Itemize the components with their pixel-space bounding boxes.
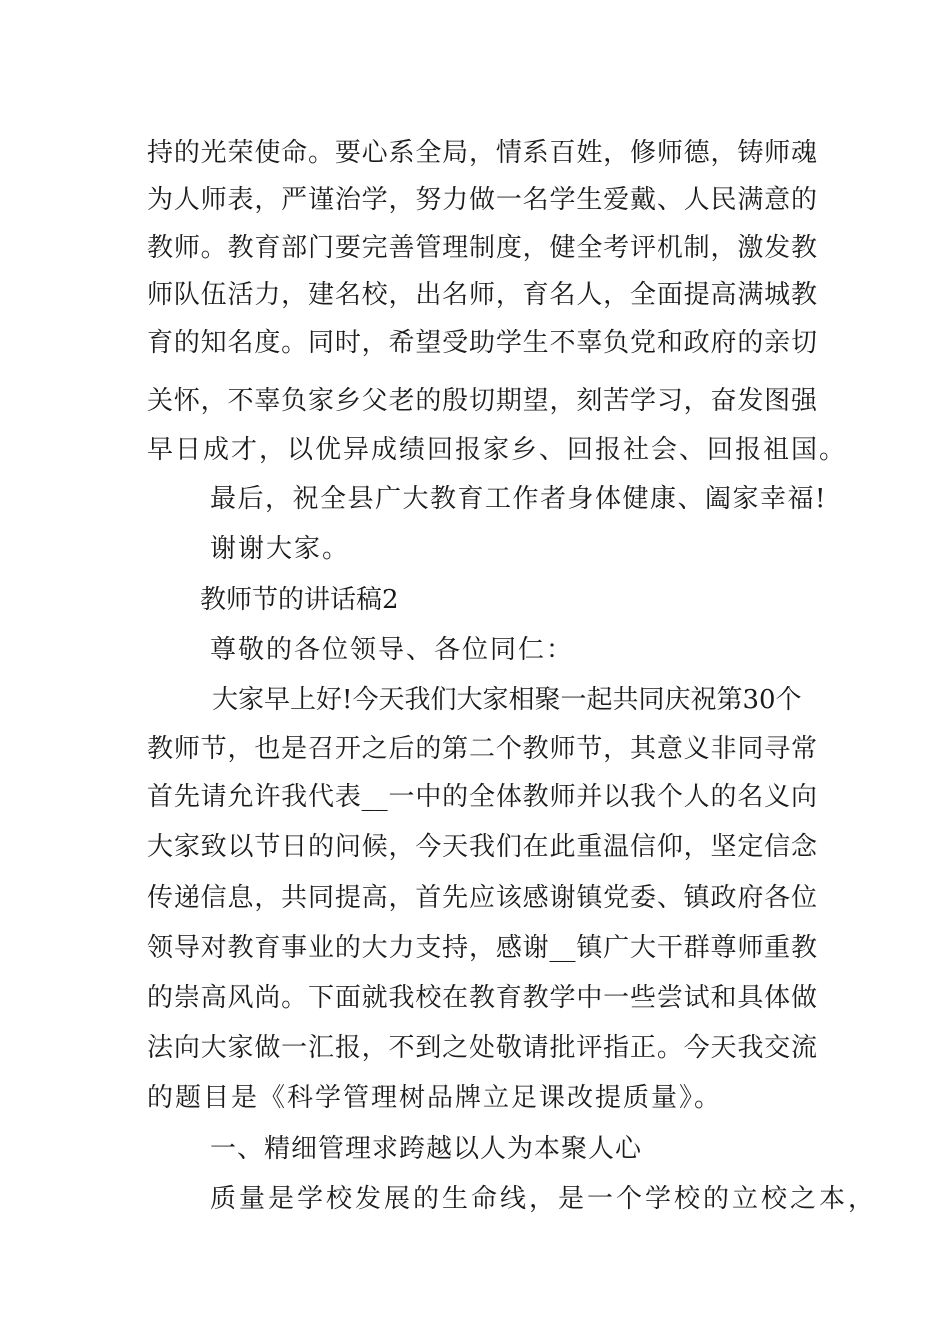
section-heading: 一、精细管理求跨越以人为本聚人心: [210, 1134, 643, 1164]
body-text-line: 师队伍活力，建名校，出名师，育名人，全面提高满城教: [147, 280, 817, 310]
body-text-line: 质量是学校发展的生命线，是一个学校的立校之本，: [210, 1184, 878, 1214]
body-text-line: 首先请允许我代表__一中的全体教师并以我个人的名义向: [147, 782, 817, 812]
body-text-line: 早日成才，以优异成绩回报家乡、回报社会、回报祖国。: [147, 435, 848, 465]
body-text-line: 育的知名度。同时，希望受助学生不辜负党和政府的亲切: [147, 328, 817, 358]
body-text-line: 持的光荣使命。要心系全局，情系百姓，修师德，铸师魂: [147, 138, 817, 168]
body-text-line: 的崇高风尚。下面就我校在教育教学中一些尝试和具体做: [147, 983, 817, 1013]
body-text-line: 的题目是《科学管理树品牌立足课改提质量》。: [147, 1083, 723, 1113]
closing-wish-line: 最后，祝全县广大教育工作者身体健康、阖家幸福!: [210, 484, 827, 514]
body-text-line: 大家早上好!今天我们大家相聚一起共同庆祝第30个: [212, 685, 802, 715]
body-text-line: 大家致以节日的问候，今天我们在此重温信仰，坚定信念: [147, 832, 817, 862]
body-text-line: 教师节，也是召开之后的第二个教师节，其意义非同寻常: [147, 734, 817, 764]
body-text-line: 法向大家做一汇报，不到之处敬请批评指正。今天我交流: [147, 1033, 817, 1063]
thanks-line: 谢谢大家。: [210, 534, 351, 564]
body-text-line: 领导对教育事业的大力支持，感谢__镇广大干群尊师重教: [147, 933, 817, 963]
salutation-line: 尊敬的各位领导、各位同仁：: [210, 635, 575, 665]
body-text-line: 传递信息，共同提高，首先应该感谢镇党委、镇政府各位: [147, 883, 817, 913]
body-text-line: 教师。教育部门要完善管理制度，健全考评机制，激发教: [147, 233, 817, 263]
body-text-line: 为人师表，严谨治学，努力做一名学生爱戴、人民满意的: [147, 185, 817, 215]
speech-title: 教师节的讲话稿2: [200, 585, 399, 615]
body-text-line: 关怀，不辜负家乡父老的殷切期望，刻苦学习，奋发图强: [147, 386, 817, 416]
